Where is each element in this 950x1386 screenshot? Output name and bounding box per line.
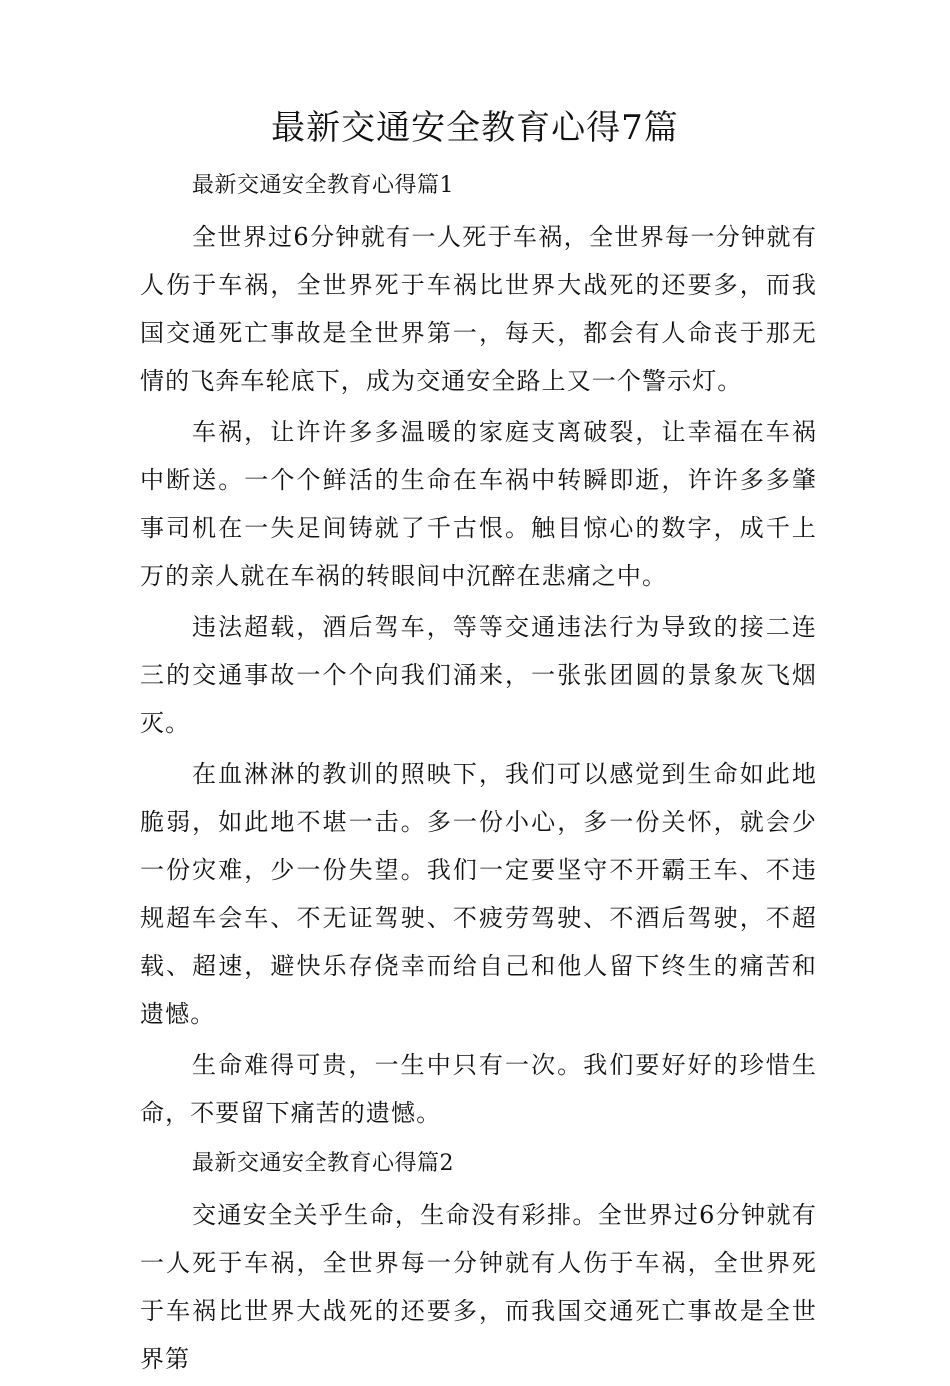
paragraph: 车祸，让许许多多温暖的家庭支离破裂，让幸福在车祸中断送。一个个鲜活的生命在车祸中转瞬即逝，许许多多肇事司机在一失足间铸就了千古恨。触目惊心的数字，成千上万的亲人就在车祸的转眼间中沉醉在悲痛之中。 <box>140 418 817 590</box>
paragraph: 生命难得可贵，一生中只有一次。我们要好好的珍惜生命，不要留下痛苦的遗憾。 <box>140 1051 817 1127</box>
paragraph: 交通安全关乎生命，生命没有彩排。全世界过6分钟就有一人死于车祸，全世界每一分钟就有人伤于车祸，全世界死于车祸比世界大战死的还要多，而我国交通死亡事故是全世界第 <box>140 1201 817 1373</box>
paragraph: 在血淋淋的教训的照映下，我们可以感觉到生命如此地脆弱，如此地不堪一击。多一份小心，多一份关怀，就会少一份灾难，少一份失望。我们一定要坚守不开霸王车、不违规超车会车、不无证驾驶、不疲劳驾驶、不酒后驾驶，不超载、超速，避快乐存侥幸而给自己和他人留下终生的痛苦和遗憾。 <box>140 760 817 1028</box>
paragraph: 全世界过6分钟就有一人死于车祸，全世界每一分钟就有人伤于车祸，全世界死于车祸比世界大战死的还要多，而我国交通死亡事故是全世界第一，每天，都会有人命丧于那无情的飞奔车轮底下，成为交通安全路上又一个警示灯。 <box>140 223 817 395</box>
section-heading-1: 最新交通安全教育心得篇1 <box>192 173 454 198</box>
document-body <box>140 162 817 1386</box>
paragraph: 违法超载，酒后驾车，等等交通违法行为导致的接二连三的交通事故一个个向我们涌来，一张张团圆的景象灰飞烟灭。 <box>140 613 817 737</box>
section-heading-2: 最新交通安全教育心得篇2 <box>192 1151 454 1176</box>
document-title: 最新交通安全教育心得7篇 <box>271 108 679 148</box>
